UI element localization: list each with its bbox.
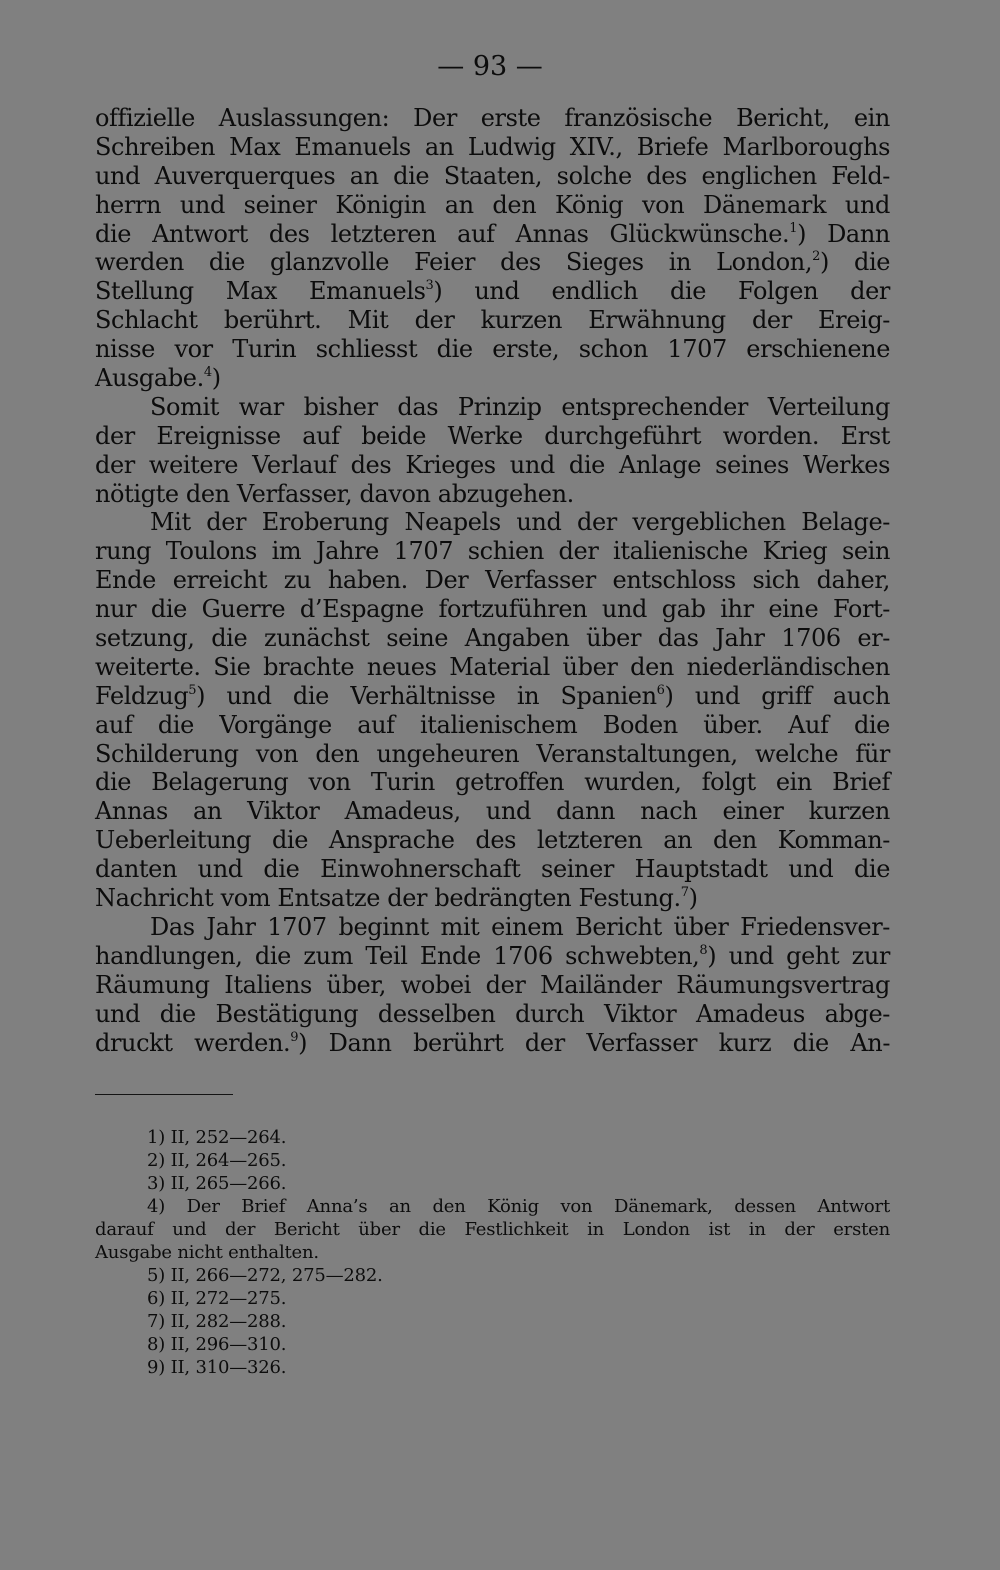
text-line: Das Jahr 1707 beginnt mit einem Bericht über Friedensver- [150, 912, 890, 941]
paragraph-3 [95, 508, 890, 912]
text-line: Schlacht berührt. Mit der kurzen Erwähnung der Ereig- [95, 306, 890, 335]
text-line: Annas an Viktor Amadeus, und dann nach einer kurzen [95, 797, 890, 826]
footnote-4-continued: darauf und der Bericht über die Festlichkeit in London ist in der ersten [95, 1219, 890, 1240]
text-line: Feldzug$^5$) und die Verhältnisse in Spanien$^6$) und griff auch [95, 681, 891, 710]
footnote-8: 8) II, 296—310. [147, 1334, 287, 1355]
text-line: der weitere Verlauf des Krieges und die Anlage seines Werkes [95, 450, 890, 479]
footnote-6: 6) II, 272—275. [147, 1288, 287, 1309]
footnote-marker: 1 [789, 220, 798, 236]
footnote-1: 1) II, 252—264. [147, 1127, 287, 1148]
footnote-marker: 9 [290, 1029, 299, 1045]
body-text [95, 104, 890, 1057]
footnote-marker: 7 [680, 885, 689, 901]
text-line: danten und die Einwohnerschaft seiner Hauptstadt und die [95, 855, 890, 884]
text-line: die Belagerung von Turin getroffen wurden, folgt ein Brief [95, 768, 890, 797]
text-line: offizielle Auslassungen: Der erste französische Bericht, ein [95, 104, 890, 132]
footnote-4: 4) Der Brief Anna’s an den König von Dänemark, dessen Antwort [147, 1196, 890, 1217]
paragraph-4 [95, 913, 890, 1057]
footnote-marker: 3 [425, 278, 434, 294]
paragraph-2 [95, 393, 890, 509]
paragraph-1 [95, 104, 890, 393]
text-line: Ende erreicht zu haben. Der Verfasser entschloss sich daher, [95, 566, 890, 595]
text-line: weiterte. Sie brachte neues Material über den niederländischen [95, 652, 890, 681]
text-line: setzung, die zunächst seine Angaben über das Jahr 1706 er- [95, 624, 890, 653]
text-line: werden die glanzvolle Feier des Sieges in London,$^2$) die [95, 248, 891, 277]
text-line: druckt werden.$^9$) Dann berührt der Verfasser kurz die An- [95, 1028, 891, 1057]
text-line: Ausgabe.$^4$) [95, 364, 221, 393]
text-line: Ueberleitung die Ansprache des letzteren an den Komman- [95, 826, 890, 855]
footnote-7: 7) II, 282—288. [147, 1311, 287, 1332]
text-line: der Ereignisse auf beide Werke durchgeführt worden. Erst [95, 421, 890, 450]
text-line: und die Bestätigung desselben durch Viktor Amadeus abge- [95, 999, 890, 1028]
text-line: Schreiben Max Emanuels an Ludwig XIV., Briefe Marlboroughs [95, 132, 890, 161]
footnote-marker: 6 [656, 682, 665, 698]
footnote-marker: 2 [812, 249, 820, 265]
text-line: die Antwort des letzteren auf Annas Glückwünsche.$^1$) Dann [95, 219, 890, 248]
footnote-9: 9) II, 310—326. [147, 1357, 287, 1378]
page-number: — 93 — [437, 51, 543, 82]
footnotes [95, 1126, 890, 1379]
footnote-marker: 5 [188, 682, 197, 698]
text-line: herrn und seiner Königin an den König von Dänemark und [95, 190, 890, 219]
text-line: nur die Guerre d’Espagne fortzuführen und gab ihr eine Fort- [95, 595, 890, 624]
text-line: handlungen, die zum Teil Ende 1706 schwebten,$^8$) und geht zur [95, 941, 890, 970]
text-line: Somit war bisher das Prinzip entsprechender Verteilung [150, 392, 890, 421]
footnote-3: 3) II, 265—266. [147, 1173, 287, 1194]
text-line: Nachricht vom Entsatze der bedrängten Festung.$^7$) [95, 884, 698, 913]
text-line: Stellung Max Emanuels$^3$) und endlich die Folgen der [95, 277, 890, 306]
text-line: Mit der Eroberung Neapels und der vergeblichen Belage- [150, 508, 890, 537]
text-line: nisse vor Turin schliesst die erste, schon 1707 erschienene [95, 335, 890, 364]
footnote-2: 2) II, 264—265. [147, 1150, 287, 1171]
text-line: auf die Vorgänge auf italienischem Boden über. Auf die [95, 710, 890, 739]
text-line: rung Toulons im Jahre 1707 schien der italienische Krieg sein [95, 537, 890, 566]
footnote-separator [95, 1094, 233, 1095]
text-line: Räumung Italiens über, wobei der Mailänder Räumungsvertrag [95, 970, 890, 999]
footnote-marker: 4 [203, 365, 212, 381]
text-line: und Auverquerques an die Staaten, solche des englichen Feld- [95, 161, 890, 190]
footnote-5: 5) II, 266—272, 275—282. [147, 1265, 383, 1286]
footnote-4-continued: Ausgabe nicht enthalten. [95, 1242, 319, 1263]
text-line: nötigte den Verfasser, davon abzugehen. [95, 479, 574, 508]
footnote-marker: 8 [699, 942, 708, 958]
text-line: Schilderung von den ungeheuren Veranstaltungen, welche für [95, 739, 890, 768]
